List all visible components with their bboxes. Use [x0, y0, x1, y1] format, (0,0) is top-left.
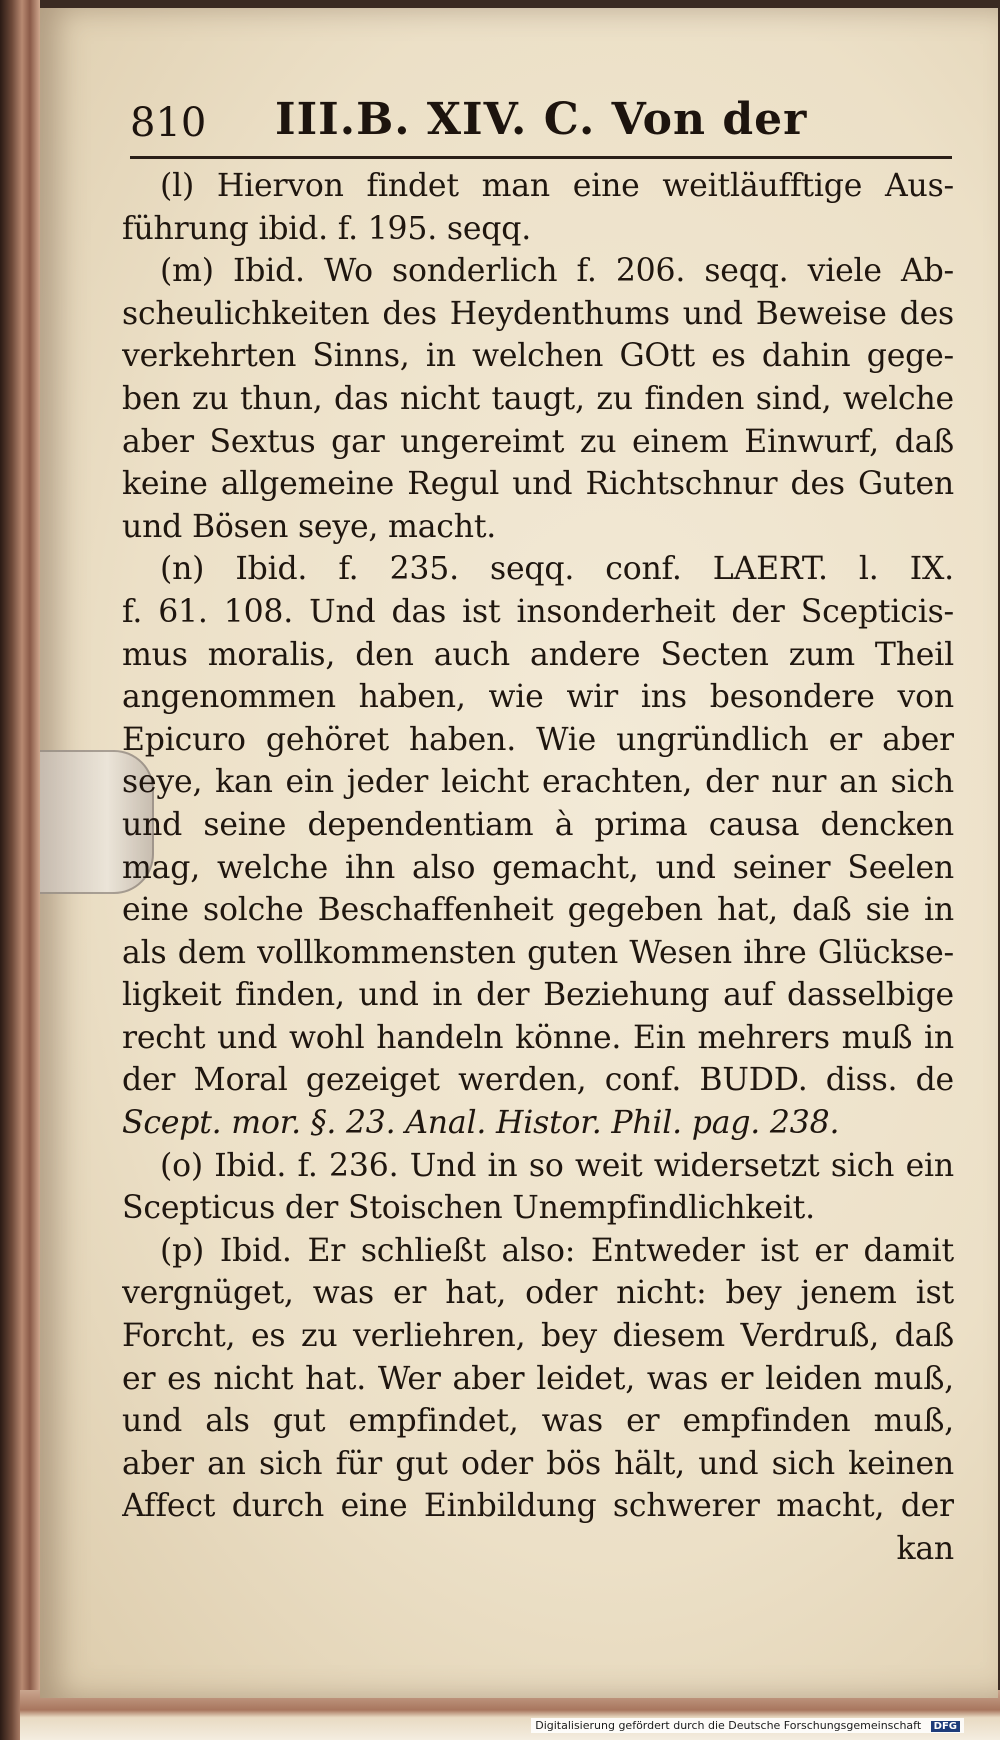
catchword: kan — [896, 1531, 954, 1567]
text-line: keine allgemeine Regul und Richtschnur des Guten — [122, 466, 954, 503]
page-header — [130, 88, 950, 158]
text-line: seye, kan ein jeder leicht erachten, der nur an sich — [122, 764, 954, 801]
text-line: und als gut empfindet, was er empfinden muß, — [122, 1403, 954, 1440]
text-line: (l) Hiervon findet man eine weitläufftige Aus- — [160, 168, 954, 204]
text-line: und Bösen seye, macht. — [122, 508, 497, 545]
running-head: III.B. XIV. C. Von der — [275, 94, 808, 145]
text-line: f. 61. 108. Und das ist insonderheit der Scepticis- — [122, 593, 954, 630]
page-number: 810 — [130, 100, 207, 146]
header-rule — [130, 156, 952, 159]
text-line: recht und wohl handeln könne. Ein mehrers muß in — [122, 1019, 954, 1056]
text-line: Scepticus der Stoischen Unempfindlichkeit. — [122, 1190, 815, 1227]
text-line: aber Sextus gar ungereimt zu einem Einwurf, daß — [122, 423, 954, 460]
text-line: ben zu thun, das nicht taugt, zu finden sind, welche — [122, 380, 954, 417]
text-line: Scept. mor. §. 23. Anal. Histor. Phil. pag. 238. — [122, 1105, 840, 1142]
text-line: angenommen haben, wie wir ins besondere von — [122, 679, 954, 716]
text-line: aber an sich für gut oder bös hält, und sich keinen — [122, 1445, 954, 1482]
text-line: eine solche Beschaffenheit gegeben hat, daß sie in — [122, 892, 954, 929]
footnote-text-block — [122, 165, 954, 1571]
text-line: (p) Ibid. Er schließt also: Entweder ist er damit — [160, 1232, 954, 1269]
text-line: Affect durch eine Einbildung schwerer macht, der — [122, 1488, 954, 1525]
text-line: verkehrten Sinns, in welchen GOtt es dahin gege- — [122, 338, 954, 375]
text-line: (n) Ibid. f. 235. seqq. conf. LAERT. l. IX. — [160, 551, 954, 588]
digitization-credit — [531, 1718, 964, 1733]
text-line: als dem vollkommensten guten Wesen ihre Glückse- — [122, 934, 954, 971]
book-edge — [0, 0, 40, 1740]
text-line: vergnüget, was er hat, oder nicht: bey jenem ist — [122, 1275, 954, 1312]
text-line: der Moral gezeiget werden, conf. BUDD. diss. de — [122, 1062, 954, 1099]
text-line: er es nicht hat. Wer aber leidet, was er leiden muß, — [122, 1360, 954, 1397]
text-line: mus moralis, den auch andere Secten zum Theil — [122, 636, 954, 673]
dfg-logo: DFG — [931, 1721, 960, 1732]
text-line: Epicuro gehöret haben. Wie ungründlich er aber — [122, 721, 954, 758]
text-line: (m) Ibid. Wo sonderlich f. 206. seqq. viele Ab- — [160, 253, 954, 290]
text-line: und seine dependentiam à prima causa dencken — [122, 806, 954, 843]
text-line: ligkeit finden, und in der Beziehung auf dasselbige — [122, 977, 954, 1014]
text-line: Forcht, es zu verliehren, bey diesem Verdruß, daß — [122, 1318, 954, 1355]
text-line: führung ibid. f. 195. seqq. — [122, 210, 532, 247]
credit-text: Digitalisierung gefördert durch die Deutsche Forschungsgemeinschaft — [535, 1719, 922, 1732]
text-line: scheulichkeiten des Heydenthums und Beweise des — [122, 295, 954, 332]
text-line: (o) Ibid. f. 236. Und in so weit widersetzt sich ein — [160, 1147, 954, 1184]
text-line: mag, welche ihn also gemacht, und seiner Seelen — [122, 849, 954, 886]
